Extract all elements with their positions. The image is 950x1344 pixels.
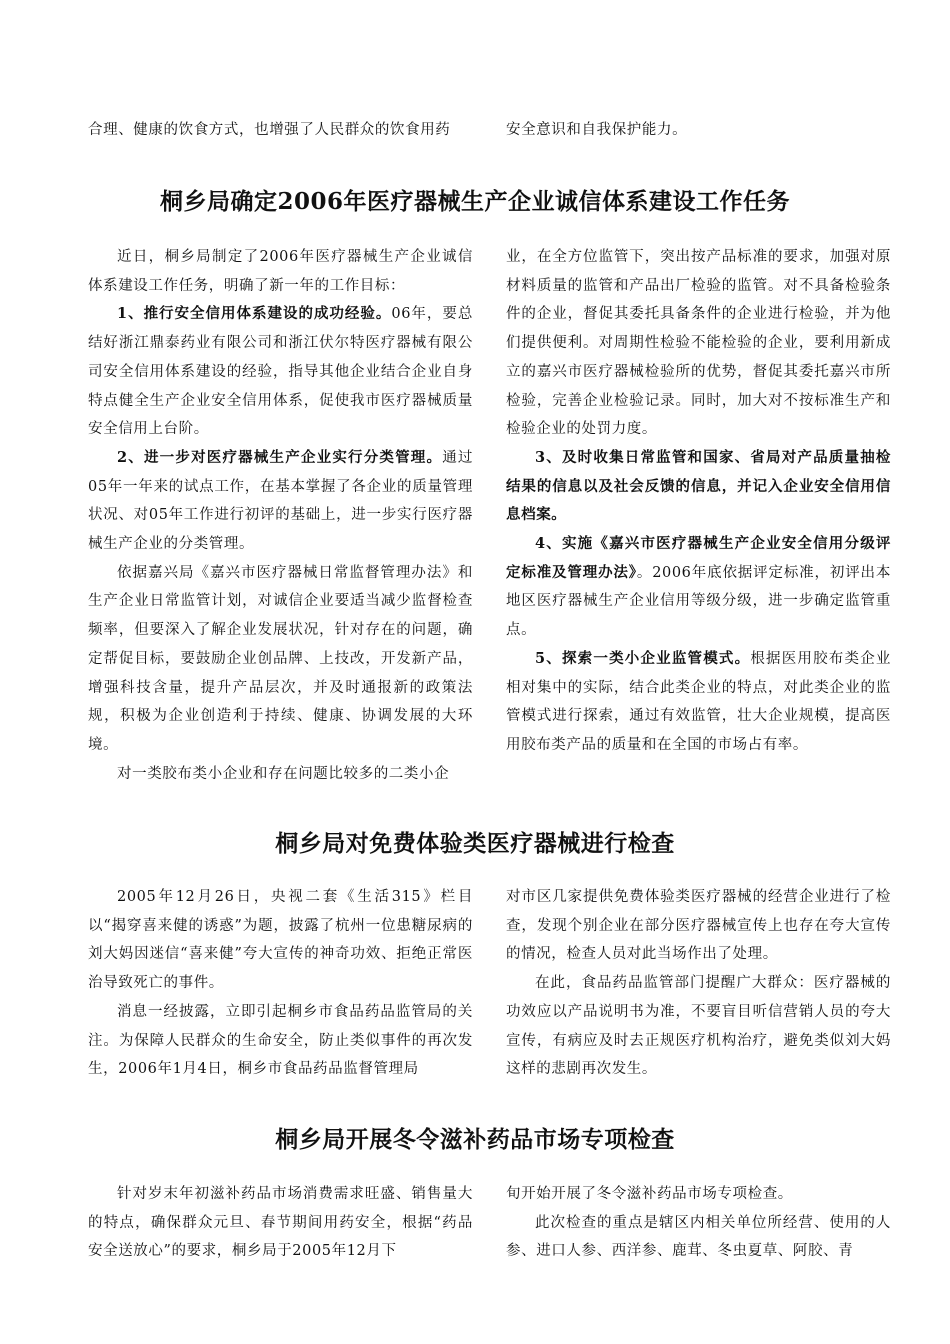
- paragraph: 对一类胶布类小企业和存在问题比较多的二类小企: [117, 765, 450, 782]
- article-1-left-column: [88, 243, 473, 788]
- top-fragment-left: [88, 116, 473, 145]
- paragraph: 此次检查的重点是辖区内相关单位所经营、使用的人参、进口人参、西洋参、鹿茸、冬虫夏草、阿胶、青: [506, 1214, 891, 1260]
- paragraph-heading: 1、推行安全信用体系建设的成功经验。: [117, 305, 392, 323]
- top-fragment-right: [506, 116, 891, 145]
- paragraph: 2005年12月26日，央视二套《生活315》栏目以“揭穿喜来健的诱惑”为题，披露了杭州一位患糖尿病的刘大妈因迷信“喜来健”夸大宣传的神奇功效、拒绝正常医治导致死亡的事件。: [88, 889, 473, 992]
- paragraph: 业，在全方位监管下，突出按产品标准的要求，加强对原材料质量的监管和产品出厂检验的监管。对不具备检验条件的企业，督促其委托具备条件的企业进行检验，并为他们提供便利。对周期性检验不能检验的企业，要利用新成立的嘉兴市医疗器械检验所的优势，督促其委托嘉兴市所检验，完善企业检验记录。同时，加大对不按标准生产和检验企业的处罚力度。: [506, 249, 891, 438]
- paragraph: 1、推行安全信用体系建设的成功经验。06年，要总结好浙江鼎泰药业有限公司和浙江伏尔特医疗器械有限公司安全信用体系建设的经验，指导其他企业结合企业自身特点健全生产企业安全信用体系，促使我市医疗器械质量安全信用上台阶。: [88, 305, 473, 438]
- article-1-right-column: [506, 243, 891, 760]
- paragraph: 旬开始开展了冬令滋补药品市场专项检查。: [506, 1186, 793, 1202]
- paragraph: 安全意识和自我保护能力。: [506, 122, 688, 138]
- paragraph: 依据嘉兴局《嘉兴市医疗器械日常监督管理办法》和生产企业日常监管计划，对诚信企业要适当减少监督检查频率，但要深入了解企业发展状况，针对存在的问题，确定帮促目标，要鼓励企业创品牌、上技改，开发新产品，增强科技含量，提升产品层次，并及时通报新的政策法规，积极为企业创造利于持续、健康、协调发展的大环境。: [88, 564, 473, 753]
- article-1-title: 桐乡局确定2006年医疗器械生产企业诚信体系建设工作任务: [159, 188, 790, 215]
- paragraph-heading: 2、进一步对医疗器械生产企业实行分类管理。: [117, 448, 443, 466]
- paragraph: 近日，桐乡局制定了2006年医疗器械生产企业诚信体系建设工作任务，明确了新一年的工作目标：: [88, 249, 473, 294]
- paragraph-heading: 3、及时收集日常监管和国家、省局对产品质量抽检结果的信息以及社会反馈的信息，并记入企业安全信用信息档案。: [506, 448, 891, 524]
- article-2-title: 桐乡局对免费体验类医疗器械进行检查: [275, 830, 675, 857]
- article-2-right-column: [506, 883, 891, 1084]
- paragraph-heading: 5、探索一类小企业监管模式。: [535, 649, 751, 667]
- paragraph: 针对岁末年初滋补药品市场消费需求旺盛、销售量大的特点，确保群众元旦、春节期间用药安全，根据“药品安全送放心”的要求，桐乡局于2005年12月下: [88, 1186, 473, 1260]
- article-3-right-column: [506, 1180, 891, 1266]
- paragraph: [506, 444, 891, 530]
- paragraph: 对市区几家提供免费体验类医疗器械的经营企业进行了检查，发现个别企业在部分医疗器械宣传上也存在夸大宣传的情况，检查人员对此当场作出了处理。: [506, 889, 891, 963]
- article-3-left-column: [88, 1180, 473, 1266]
- paragraph: 合理、健康的饮食方式，也增强了人民群众的饮食用药: [88, 122, 451, 138]
- paragraph-heading: 4、实施《嘉兴市医疗器械生产企业安全信用分级评定标准及管理办法》: [506, 535, 891, 581]
- paragraph: 消息一经披露，立即引起桐乡市食品药品监管局的关注。为保障人民群众的生命安全，防止类似事件的再次发生，2006年1月4日，桐乡市食品药品监督管理局: [88, 1003, 473, 1078]
- paragraph: 4、实施《嘉兴市医疗器械生产企业安全信用分级评定标准及管理办法》。2006年底依据评定标准，初评出本地区医疗器械生产企业信用等级分级，进一步确定监管重点。: [506, 535, 891, 639]
- article-2-left-column: [88, 883, 473, 1084]
- paragraph: 2、进一步对医疗器械生产企业实行分类管理。通过05年一年来的试点工作，在基本掌握了各企业的质量管理状况、对05年工作进行初评的基础上，进一步实行医疗器械生产企业的分类管理。: [88, 448, 473, 553]
- paragraph: 在此，食品药品监管部门提醒广大群众：医疗器械的功效应以产品说明书为准，不要盲目听信营销人员的夸大宣传，有病应及时去正规医疗机构治疗，避免类似刘大妈这样的悲剧再次发生。: [506, 975, 891, 1078]
- paragraph: 5、探索一类小企业监管模式。根据医用胶布类企业相对集中的实际，结合此类企业的特点，对此类企业的监管模式进行探索，通过有效监管，壮大企业规模，提高医用胶布类产品的质量和在全国的市场占有率。: [506, 649, 891, 753]
- article-3-title: 桐乡局开展冬令滋补药品市场专项检查: [275, 1126, 675, 1153]
